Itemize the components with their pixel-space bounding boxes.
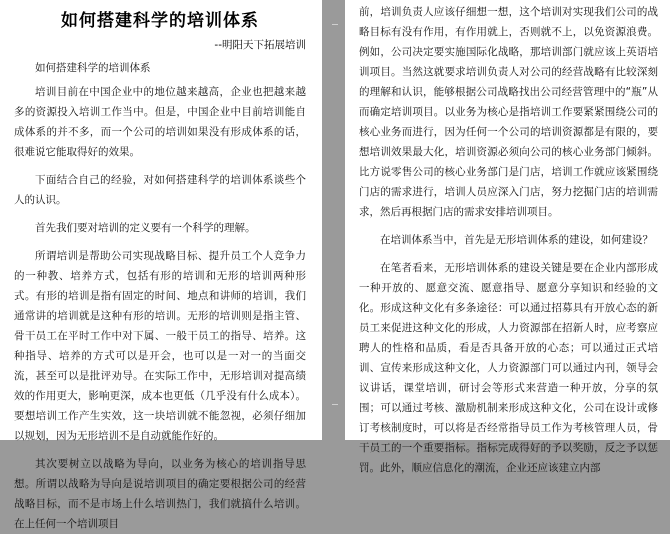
page-gutter xyxy=(330,0,340,440)
paragraph: 所谓培训是帮助公司实现战略目标、提升员工个人竞争力的一种教、培养方式，包括有形的培训和无形的培训两种形式。有形的培训是指有固定的时间、地点和讲师的培训，我们通常讲的培训就是这种有形的培训。无形的培训则是指主管、骨干员工在平时工作中对下属、一般干员工的指导、培养。这种指导、培养的方式可以是开会，也可以是一对一的当面交流，甚至可以是批评劝导。在实际工作中，无形培训对提高绩效的作用更大，影响更深，成本也更低（几乎没有什么成本）。要想培训工作产生实效，这一块培训就不能忽视，必须仔细加以规划，因为无形培训不是自动就能作好的。 xyxy=(14,250,306,442)
paragraph: 在培训体系当中，首先是无形培训体系的建设，如何建设？ xyxy=(380,234,653,246)
paragraph: 下面结合自己的经验，对如何搭建科学的培训体系谈些个人的认识。 xyxy=(14,174,306,206)
paragraph: 前，培训负责人应该仔细想一想，这个培训对实现我们公司的战略目标有没有作用，有作用就上，否则就不上，以免资源浪费。例如，公司决定要实施国际化战略，那培训部门就应该上英语培训项目。当然这就要求培训负责人对公司的经营战略有比较深刻的理解和认识，能够根据公司战略找出公司经营管理中的“瓶”从而确定培训项目。以业务为核心是指培训工作要紧紧围绕公司的核心业务而进行，因为任何一个公司的培训资源都是有限的，要想培训效果最大化，培训资源必须向公司的核心业务部门倾斜。比方说零售公司的核心业务部门是门店，培训工作就应该紧围绕门店的需求进行，培训人员应深入门店，努力挖掘门店的培训需求，然后再根据门店的需求安排培训项目。 xyxy=(359,6,658,218)
document-byline: --明阳天下拓展培训 xyxy=(214,39,306,51)
document-page-left xyxy=(0,0,322,530)
paragraph: 在笔者看来，无形培训体系的建设关键是要在企业内部形成一种开放的、愿意交流、愿意指导、愿意分享知识和经验的文化。形成这种文化有多条途径：可以通过招募具有开放心态的新员工来促进这种文化的形成，人力资源部在招新人时，应考察应聘人的性格和品质，看是否具备开放的心态；可以通过正式培训、宣传来形成这种文化，人力资源部门可以通过内刊，领导会议讲话，课堂培训，研讨会等形式来营造一种开放，分享的氛围；可以通过考核、激励机制来形成这种文化，公司在设计或修订考核制度时，可以将是否经常指导员工作为考核管理人员，骨干员工的一个重要指标。指标完成得好的予以奖励，反之予以惩罚。此外，顺应信息化的潮流，企业还应该建立内部 xyxy=(359,262,658,474)
paragraph: 培训目前在中国企业中的地位越来越高，企业也把越来越多的资源投入培训工作当中。但是，中国企业中目前培训能自成体系的并不多，而一个公司的培训如果没有形成体系的话，很难说它能取得好的效果。 xyxy=(14,86,306,158)
paragraph: 其次要树立以战略为导向，以业务为核心的培训指导思想。所谓以战略为导向是说培训项目的确定要根据公司的经营战略目标，而不是市场上什么培训热门，我们就搞什么培训。在上任何一个培训项目 xyxy=(14,458,306,530)
document-title: 如何搭建科学的培训体系 xyxy=(61,11,259,31)
document-page-right xyxy=(345,0,670,474)
paragraph: 首先我们要对培训的定义要有一个科学的理解。 xyxy=(35,222,256,234)
section-heading: 如何搭建科学的培训体系 xyxy=(35,62,151,74)
